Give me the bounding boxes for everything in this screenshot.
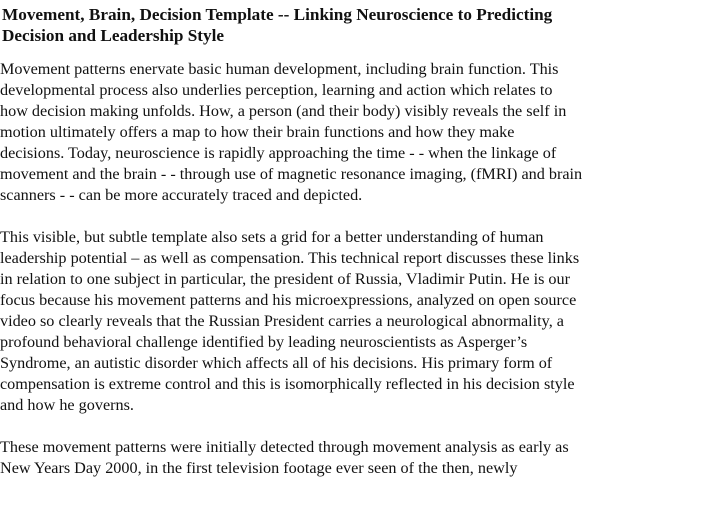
spacer (0, 416, 720, 437)
paragraph-line: movement and the brain - - through use of magnetic resonance imaging, (fMRI) and brain (0, 165, 583, 183)
paragraph-1 (0, 59, 712, 206)
paragraph-line: how decision making unfolds. How, a person (and their body) visibly reveals the self in (0, 102, 567, 120)
paragraph-line: developmental process also underlies perception, learning and action which relates to (0, 81, 553, 99)
paragraph-line: This visible, but subtle template also sets a grid for a better understanding of human (0, 228, 544, 246)
paragraph-line: leadership potential – as well as compensation. This technical report discusses these links (0, 249, 580, 267)
paragraph-line: scanners - - can be more accurately traced and depicted. (0, 186, 363, 204)
paragraph-line: profound behavioral challenge identified by leading neuroscientists as Asperger’s (0, 333, 528, 351)
paragraph-line: These movement patterns were initially detected through movement analysis as early as (0, 438, 569, 456)
paragraph-line: focus because his movement patterns and his microexpressions, analyzed on open source (0, 291, 577, 309)
paragraph-2 (0, 227, 712, 416)
paragraph-line: motion ultimately offers a map to how their brain functions and how they make (0, 123, 515, 141)
paragraph-line: decisions. Today, neuroscience is rapidly approaching the time - - when the linkage of (0, 144, 557, 162)
spacer (0, 206, 720, 227)
title-line: Movement, Brain, Decision Template -- Linking Neuroscience to Predicting (2, 5, 553, 24)
paragraph-line: and how he governs. (0, 396, 134, 414)
title-line: Decision and Leadership Style (2, 26, 225, 45)
paragraph-line: New Years Day 2000, in the first television footage ever seen of the then, newly (0, 459, 518, 477)
paragraph-3 (0, 437, 712, 479)
paragraph-line: Movement patterns enervate basic human development, including brain function. This (0, 60, 559, 78)
spacer (0, 46, 720, 59)
paragraph-line: compensation is extreme control and this is isomorphically reflected in his decision style (0, 375, 575, 393)
document-title (0, 0, 702, 46)
paragraph-line: Syndrome, an autistic disorder which affects all of his decisions. His primary form of (0, 354, 553, 372)
paragraph-line: in relation to one subject in particular, the president of Russia, Vladimir Putin. He is our (0, 270, 570, 288)
paragraph-line: video so clearly reveals that the Russian President carries a neurological abnormality, a (0, 312, 564, 330)
